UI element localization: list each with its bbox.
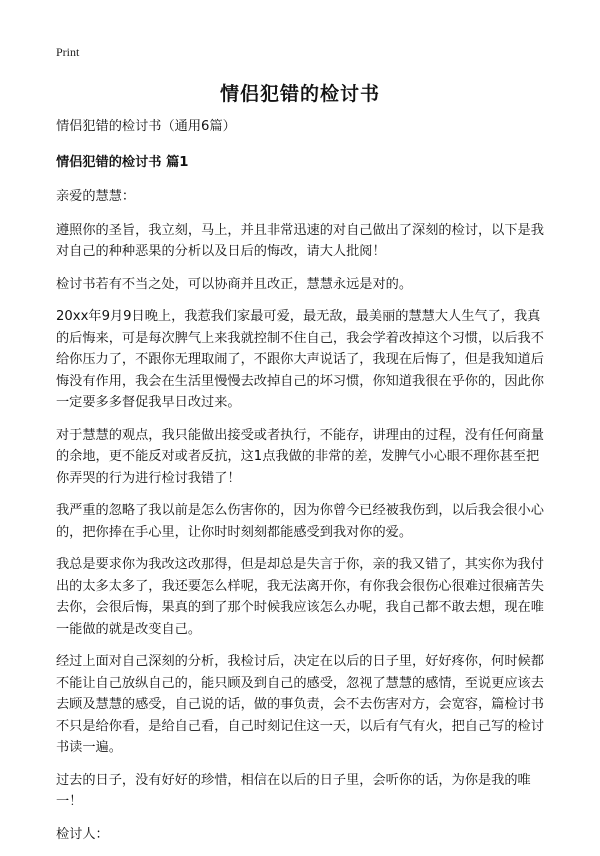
document-subtitle: 情侣犯错的检讨书（通用6篇） (56, 119, 236, 134)
paragraph: 我严重的忽略了我以前是怎么伤害你的，因为你曾今已经被我伤到，以后我会很小心的，把你捧在手心里，让你时时刻刻都能感受到我对你的爱。 (56, 503, 544, 540)
document-body (56, 116, 550, 856)
paragraph: 我总是要求你为我改这改那得，但是却总是失言于你，亲的我又错了，其实你为我付出的太多太多了，我还要怎么样呢，我无法离开你，有你我会很伤心很难过很痛苦失去你，会很后悔，果真的到了那个时候我应该怎么办呢，我自己都不敢去想，现在唯一能做的就是改变自己。 (56, 557, 544, 637)
paragraph: 遵照你的圣旨，我立刻，马上，并且非常迅速的对自己做出了深刻的检讨，以下是我对自己的种种恶果的分析以及日后的悔改，请大人批阅！ (56, 222, 544, 259)
section-heading: 情侣犯错的检讨书 篇1 (56, 154, 189, 170)
print-label[interactable]: Print (56, 45, 80, 59)
paragraph: 检讨书若有不当之处，可以协商并且改正，慧慧永远是对的。 (56, 276, 413, 292)
paragraph: 经过上面对自己深刻的分析，我检讨后，决定在以后的日子里，好好疼你，何时候都不能让自己放纵自己的，能只顾及到自己的感受，忽视了慧慧的感情，至说更应该去去顾及慧慧的感受，自己说的话，做的事负责，会不去伤害对方，会宽容，篇检讨书不只是给你看，是给自己看，自己时刻记住这一天，以后有气有火，把自己写的检讨书读一遍。 (56, 654, 544, 755)
paragraph: 对于慧慧的观点，我只能做出接受或者执行，不能存，讲理由的过程，没有任何商量的余地，更不能反对或者反抗，这1点我做的非常的差，发脾气小心眼不理你甚至把你弄哭的行为进行检讨我错了！ (56, 427, 544, 486)
paragraph: 过去的日子，没有好好的珍惜，相信在以后的日子里，会听你的话，为你是我的唯一！ (56, 772, 531, 809)
signature-line: 检讨人： (56, 826, 109, 842)
page-title: 情侣犯错的检讨书 (219, 83, 380, 105)
paragraph: 20xx年9月9日晚上，我惹我们家最可爱，最无敌，最美丽的慧慧大人生气了，我真的后悔来，可是每次脾气上来我就控制不住自己，我会学着改掉这个习惯，以后我不给你压力了，不跟你无理取闹了，不跟你大声说话了，我现在后悔了，但是我知道后悔没有作用，我会在生活里慢慢去改掉自己的坏习惯，你知道我很在乎你的，因此你一定要多多督促我早日改过来。 (56, 309, 544, 410)
greeting: 亲爱的慧慧： (56, 189, 136, 204)
